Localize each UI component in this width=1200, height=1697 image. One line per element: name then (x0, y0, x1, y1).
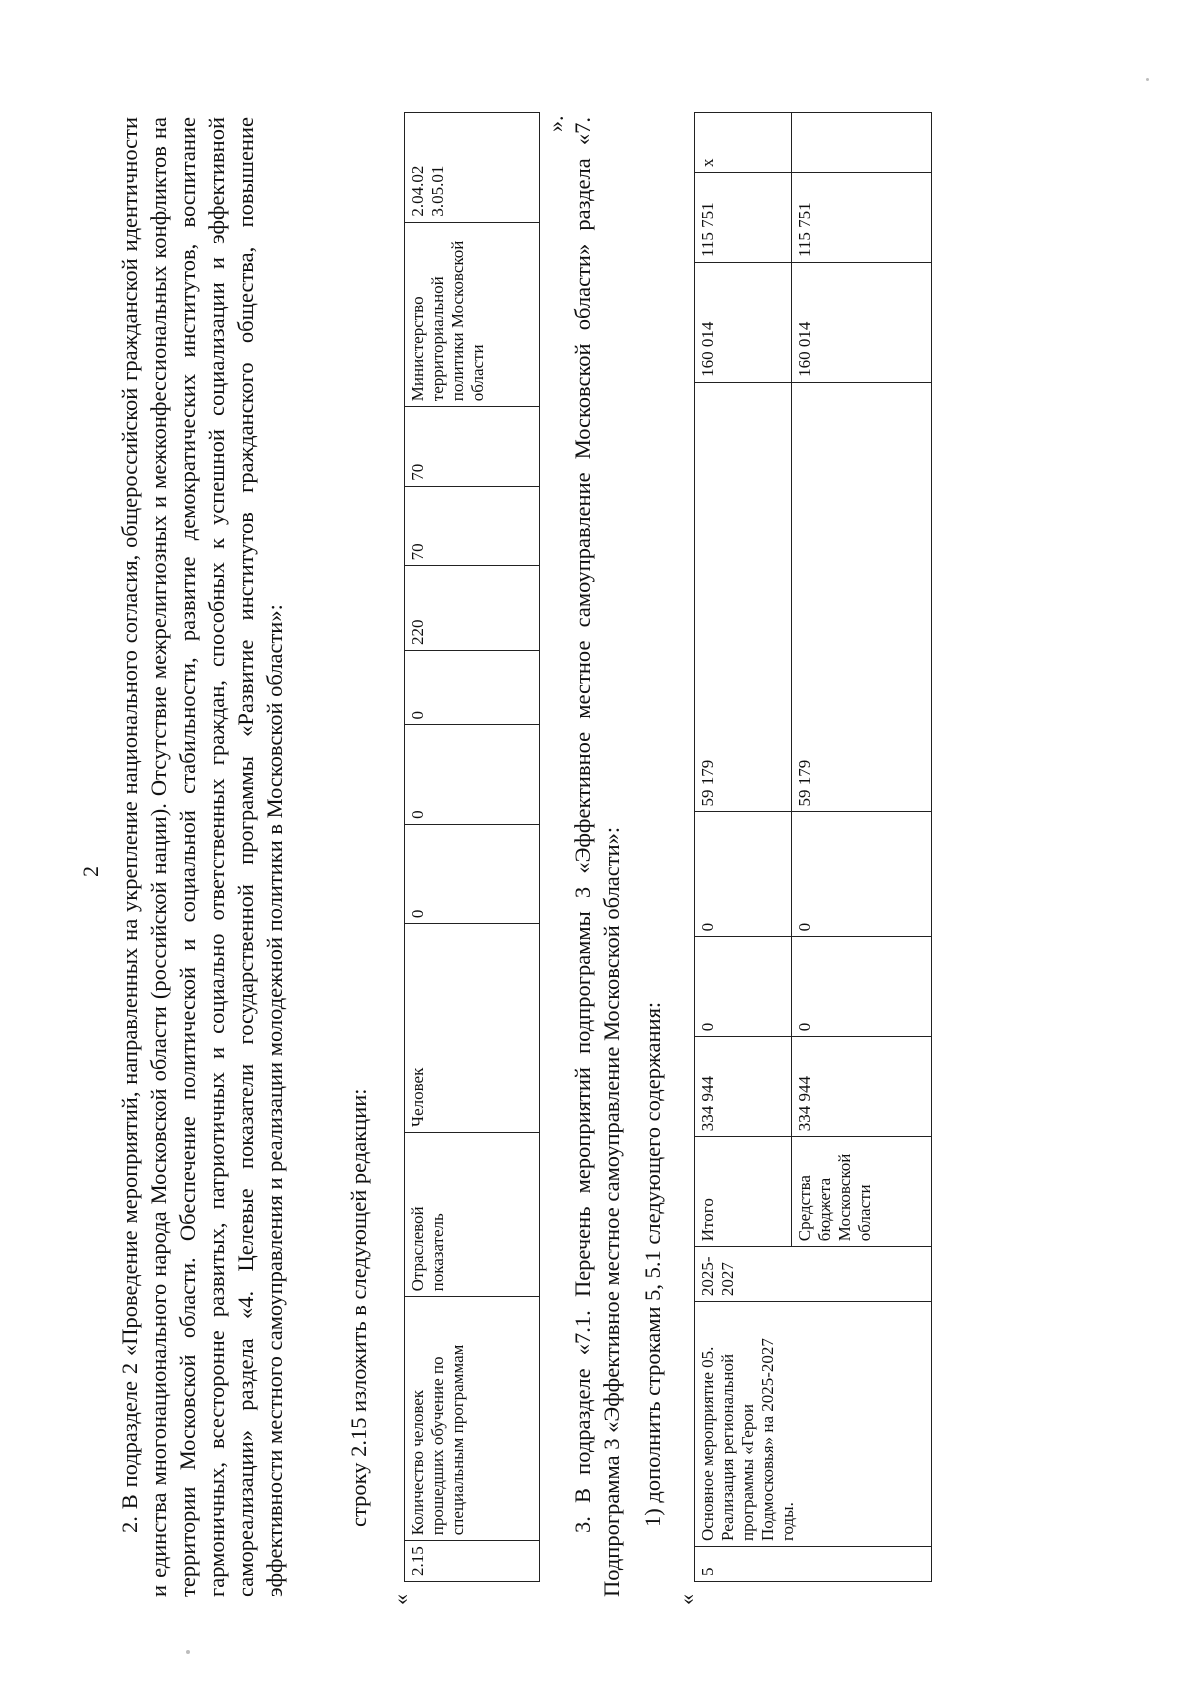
opening-quote: « (388, 1594, 413, 1605)
indicator-table (404, 112, 540, 1582)
instruction-line-add: 1) дополнить строками 5, 5.1 следующего содержания: (640, 1001, 665, 1527)
row-number: 2.15 (405, 1541, 540, 1582)
total-cell: 334 944 (792, 1037, 932, 1137)
page-number: 2 (78, 866, 103, 877)
value-cell: 160 014 (792, 262, 932, 382)
indicator-name: Количество человек прошедших обучение по специальным программам (405, 1297, 540, 1541)
value-cell: 70 (405, 486, 540, 566)
paragraph-3: 3. В подразделе «7.1. Перечень мероприятий подпрограммы 3 «Эффективное местное самоуправление Московской области» раздела «7. Подпрограмма 3 «Эффективное местное самоуправление Московской области»: (570, 117, 624, 1597)
indicator-type: Отраслевой показатель (405, 1132, 540, 1296)
value-cell: 0 (405, 824, 540, 923)
measures-table (694, 112, 932, 1582)
table-row (405, 113, 540, 1582)
paragraph-2: 2. В подразделе 2 «Проведение мероприятий, направленных на укрепление национального согласия, общероссийской гражданской идентичности и единства многонационального народа Московской области (российской нации). Отсутствие межрелигиозных и межконфессиональных конфликтов на территории Московской области. Обеспечение политической и социальной стабильности, развитие демократических институтов, воспитание гармоничных, всесторонне развитых, патриотичных и социально ответственных граждан, способных к успешной социализации и эффективной самореализации» раздела «4. Целевые показатели государственной программы «Развитие институтов гражданского общества, повышение эффективности местного самоуправления и реализации молодежной политики в Московской области»: (117, 117, 287, 1597)
value-cell: х (695, 113, 792, 173)
value-cell: 59 179 (792, 382, 932, 812)
value-cell: 70 (405, 407, 540, 487)
value-cell (792, 113, 932, 173)
funding-source: Итого (695, 1137, 792, 1247)
closing-quote: ». (543, 115, 568, 132)
value-cell: 0 (405, 650, 540, 725)
value-cell: 220 (405, 566, 540, 651)
opening-quote-2: « (674, 1594, 699, 1605)
total-cell: 334 944 (695, 1037, 792, 1137)
measure-name: Основное мероприятие 05. Реализация региональной программы «Герои Подмосковья» на 2025-2027 годы. (695, 1302, 932, 1547)
codes: 2.04.02 3.05.01 (405, 113, 540, 223)
table-row (695, 113, 792, 1582)
funding-source: Средства бюджета Московской области (792, 1137, 932, 1247)
value-cell: 115 751 (792, 173, 932, 263)
value-cell: 160 014 (695, 262, 792, 382)
period: 2025-2027 (695, 1247, 932, 1302)
value-cell: 0 (695, 937, 792, 1037)
value-cell: 0 (695, 812, 792, 937)
unit: Человек (405, 924, 540, 1133)
value-cell: 0 (792, 937, 932, 1037)
value-cell: 115 751 (695, 173, 792, 263)
row-number: 5 (695, 1547, 932, 1582)
value-cell: 0 (405, 725, 540, 824)
responsible-body: Министерство территориальной политики Московской области (405, 222, 540, 407)
value-cell: 59 179 (695, 382, 792, 812)
instruction-line-2-15: строку 2.15 изложить в следующей редакции: (346, 1088, 371, 1527)
value-cell: 0 (792, 812, 932, 937)
